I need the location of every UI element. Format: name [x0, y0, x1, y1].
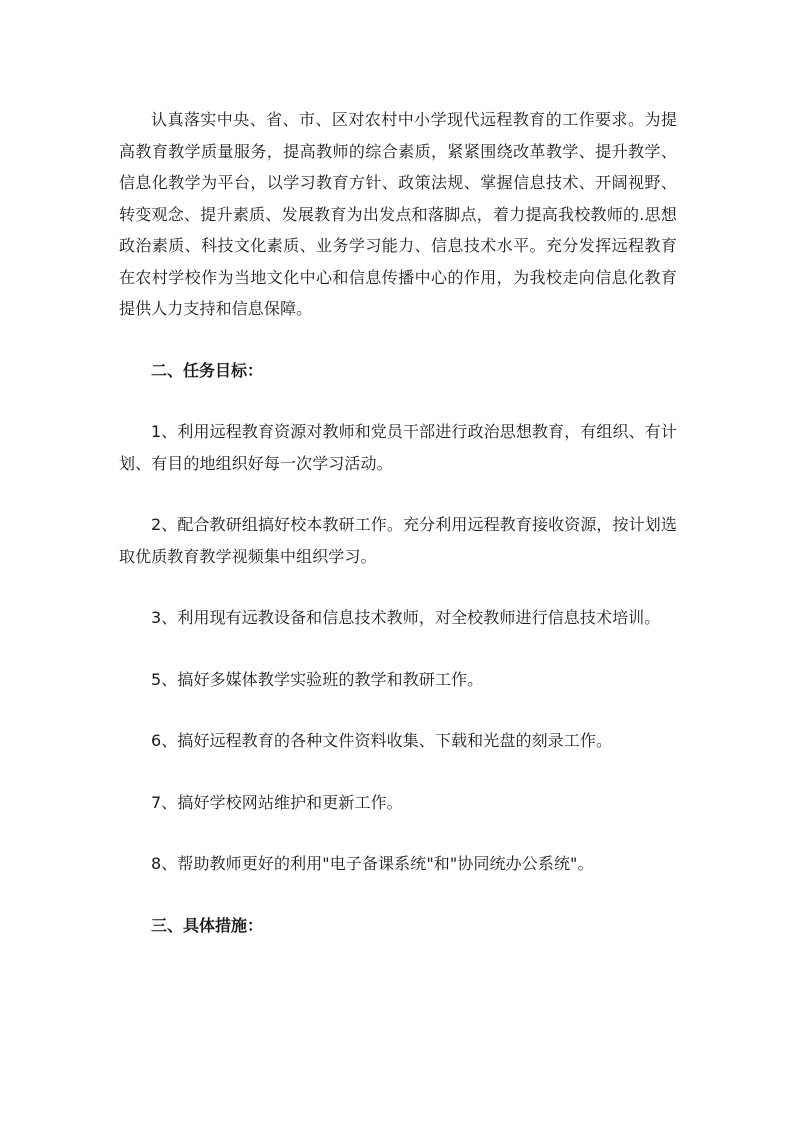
spacer: [119, 386, 677, 416]
list-item: 5、搞好多媒体教学实验班的教学和教研工作。: [151, 669, 484, 689]
list-item: 8、帮助教师更好的利用"电子备课系统"和"协同统办公系统"。: [151, 854, 594, 873]
spacer: [119, 634, 677, 664]
spacer: [119, 880, 677, 910]
intro-paragraph: 认真落实中央、省、市、区对农村中小学现代远程教育的工作要求。为提高教育教学质量服务，提高教师的综合素质，紧紧围绕改革教学、提升教学、信息化教学为平台，以学习教育方针、政策法规、掌握信息技术、开阔视野、转变观念、提升素质、发展教育为出发点和落脚点，着力提高我校教师的.思想政治素质、科技文化素质、业务学习能力、信息技术水平。充分发挥远程教育在农村学校作为当地文化中心和信息传播中心的作用，为我校走向信息化教育提供人力支持和信息保障。: [119, 110, 677, 318]
spacer: [119, 757, 677, 787]
spacer: [119, 479, 677, 509]
spacer: [119, 695, 677, 725]
list-item: 2、配合教研组搞好校本教研工作。充分利用远程教育接收资源，按计划选取优质教育教学视频集中组织学习。: [119, 515, 677, 566]
spacer: [119, 325, 677, 355]
spacer: [119, 572, 677, 602]
list-item: 3、利用现有远教设备和信息技术教师，对全校教师进行信息技术培训。: [151, 608, 661, 627]
spacer: [119, 818, 677, 848]
section-heading-measures: 三、具体措施：: [151, 915, 264, 935]
section-heading-task-goals: 二、任务目标：: [151, 360, 264, 380]
list-item: 6、搞好远程教育的各种文件资料收集、下载和光盘的刻录工作。: [151, 731, 613, 750]
list-item: 1、利用远程教育资源对教师和党员干部进行政治思想教育，有组织、有计划、有目的地组织好每一次学习活动。: [119, 422, 677, 473]
document-body: [119, 104, 677, 941]
list-item: 7、搞好学校网站维护和更新工作。: [151, 792, 403, 812]
